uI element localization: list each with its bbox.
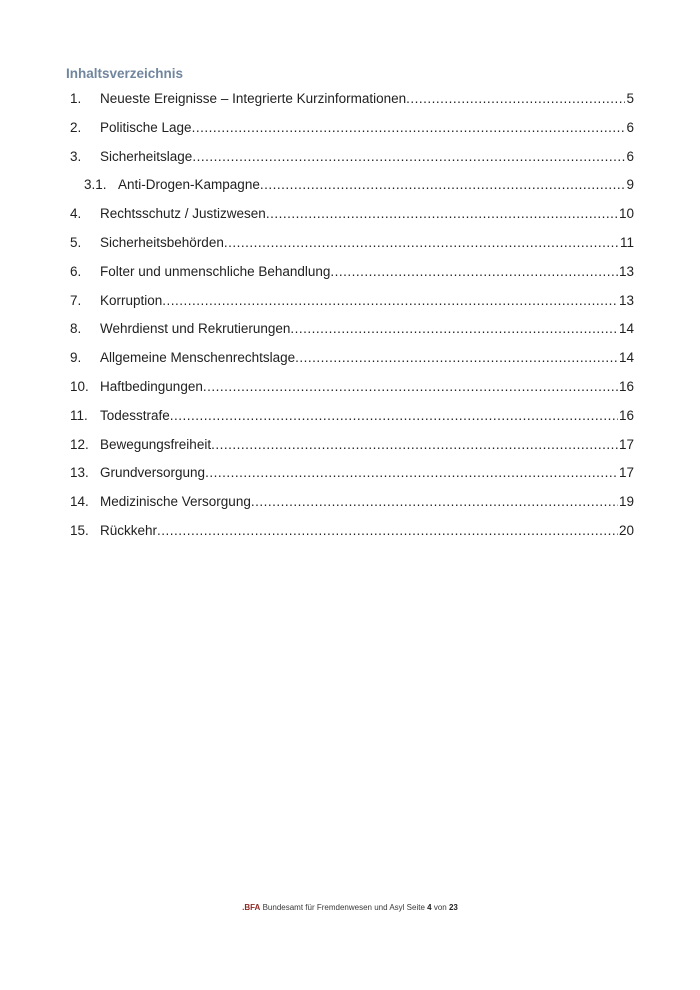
toc-entry-label: Rückkehr (100, 522, 158, 538)
toc-entry-label: Rechtsschutz / Justizwesen (100, 206, 266, 222)
toc-entry-label: Medizinische Versorgung (100, 494, 251, 510)
toc-entry[interactable] (66, 229, 634, 258)
toc-dot-leader (406, 85, 625, 114)
toc-entry-label: Haftbedingungen (100, 378, 203, 394)
toc-entry[interactable] (66, 517, 634, 546)
toc-entry[interactable] (66, 344, 634, 373)
toc-dot-leader (211, 431, 618, 460)
toc-dot-leader (157, 517, 618, 546)
toc-entry[interactable] (66, 171, 634, 200)
footer-org-name: Bundesamt für Fremdenwesen und Asyl (262, 903, 405, 912)
toc-dot-leader (260, 171, 626, 200)
toc-entry-page: 17 (618, 465, 634, 481)
toc-entry-number: 2. (70, 119, 82, 135)
toc-entry-label: Sicherheitslage (100, 148, 193, 164)
toc-entry[interactable] (66, 85, 634, 114)
toc-entry-label: Grundversorgung (100, 465, 206, 481)
toc-dot-leader (224, 229, 619, 258)
toc-entry-number: 3.1. (84, 177, 107, 193)
toc-entry-page: 17 (618, 436, 634, 452)
toc-entry-page: 14 (618, 321, 634, 337)
toc-entry-label: Politische Lage (100, 119, 192, 135)
toc-entry-page: 20 (618, 522, 634, 538)
toc-dot-leader (162, 287, 618, 316)
toc-entry-number: 12. (70, 436, 89, 452)
toc-entry-label: Allgemeine Menschenrechtslage (100, 350, 296, 366)
toc-entry-label: Folter und unmenschliche Behandlung (100, 263, 331, 279)
toc-entry-number: 9. (70, 350, 82, 366)
toc-entry-page: 16 (618, 407, 634, 423)
toc-entry-page: 6 (626, 148, 634, 164)
toc-entry[interactable] (66, 488, 634, 517)
toc-entry-page: 11 (619, 234, 634, 250)
toc-entry-label: Anti-Drogen-Kampagne (118, 177, 260, 193)
toc-entry-page: 9 (626, 177, 634, 193)
toc-entry[interactable] (66, 459, 634, 488)
toc-entry[interactable] (66, 287, 634, 316)
toc-entry[interactable] (66, 431, 634, 460)
toc-dot-leader (330, 258, 618, 287)
toc-entry[interactable] (66, 114, 634, 143)
toc-dot-leader (203, 373, 618, 402)
toc-entry[interactable] (66, 258, 634, 287)
toc-entry-page: 10 (618, 206, 634, 222)
toc-dot-leader (290, 315, 618, 344)
toc-entry-number: 15. (70, 522, 89, 538)
toc-list (66, 85, 634, 546)
footer-page-total: 23 (448, 903, 458, 912)
toc-dot-leader (170, 402, 618, 431)
toc-entry-label: Sicherheitsbehörden (100, 234, 224, 250)
footer-of-label: von (433, 903, 447, 912)
footer-page-label: Seite (406, 903, 425, 912)
page-footer (0, 902, 700, 914)
toc-entry-number: 13. (70, 465, 89, 481)
toc-entry-number: 11. (70, 407, 88, 423)
toc-entry-number: 4. (70, 206, 82, 222)
toc-entry[interactable] (66, 373, 634, 402)
footer-page-current: 4 (427, 903, 432, 912)
toc-entry-label: Todesstrafe (100, 407, 170, 423)
toc-entry-number: 5. (70, 234, 82, 250)
toc-entry-page: 5 (626, 91, 634, 106)
toc-dot-leader (251, 488, 618, 517)
toc-entry-number: 1. (70, 91, 82, 106)
toc-entry-number: 14. (70, 494, 89, 510)
toc-heading: Inhaltsverzeichnis (66, 66, 184, 81)
toc-entry[interactable] (66, 402, 634, 431)
toc-entry-label: Neueste Ereignisse – Integrierte Kurzinformationen (100, 91, 407, 106)
toc-entry-page: 6 (626, 119, 634, 135)
toc-dot-leader (266, 200, 618, 229)
toc-entry-label: Wehrdienst und Rekrutierungen (100, 321, 291, 337)
toc-entry[interactable] (66, 315, 634, 344)
toc-entry-number: 7. (70, 292, 82, 308)
toc-dot-leader (295, 344, 618, 373)
toc-entry-page: 13 (618, 292, 634, 308)
toc-entry-page: 19 (618, 494, 634, 510)
toc-dot-leader (192, 143, 625, 172)
toc-entry-label: Korruption (100, 292, 163, 308)
toc-entry[interactable] (66, 143, 634, 172)
toc-entry-page: 14 (618, 350, 634, 366)
toc-entry-page: 16 (618, 378, 634, 394)
toc-entry-label: Bewegungsfreiheit (100, 436, 212, 452)
toc-entry-number: 10. (70, 378, 89, 394)
bfa-logo: .BFA (242, 903, 261, 912)
toc-entry[interactable] (66, 200, 634, 229)
toc-entry-number: 3. (70, 148, 82, 164)
toc-entry-page: 13 (618, 263, 634, 279)
toc-dot-leader (205, 459, 618, 488)
toc-entry-number: 8. (70, 321, 82, 337)
toc-entry-number: 6. (70, 263, 82, 279)
toc-dot-leader (192, 114, 626, 143)
